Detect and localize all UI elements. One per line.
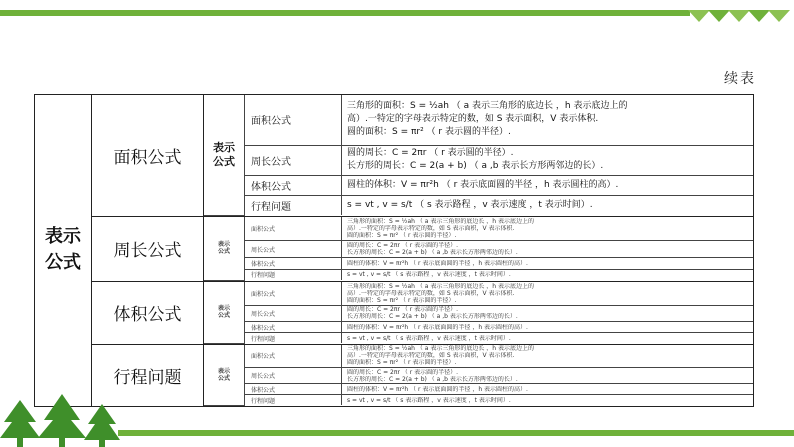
formula-content [342,322,754,333]
nested-category-label-line: 公式 [217,312,230,319]
formula-content [342,384,754,395]
nested-category-label [204,217,245,281]
main-category-label-line: 表示 [45,226,81,248]
subcategory-label: 行程问题 [92,344,204,406]
formula-content [342,175,754,195]
formula-content [342,241,754,258]
formula-name: 行程问题 [245,395,342,405]
formula-line: 高）.一特定的字母表示特定的数，如 S 表示面积，V 表示体积. [347,224,515,232]
nested-table-row [204,217,753,241]
table-row [35,95,754,217]
formula-content [342,145,754,175]
nested-category-label-line: 公式 [213,154,235,168]
nested-formula-table-cell [204,344,754,406]
nested-formula-table [204,217,753,281]
subcategory-label: 周长公式 [92,216,204,281]
formula-line: s = vt , v = s/t （ s 表示路程 ，v 表示速度 ，t 表示时间）. [347,271,511,279]
formula-content [342,269,754,280]
main-category-label-line: 公式 [45,252,81,274]
formula-content [342,305,754,321]
formula-name: 行程问题 [245,195,342,215]
formula-line: 圆的周长：C = 2πr （ r 表示圆的半径）. [347,148,514,158]
formula-line: 圆柱的体积：V = πr²h （ r 表示底面圆的半径 ，h 表示圆柱的高）. [347,385,528,393]
nested-table-row [204,395,753,405]
formula-name: 周长公式 [245,368,342,384]
nested-category-label-line: 表示 [217,367,230,375]
nested-table-row [204,258,753,269]
formula-name: 行程问题 [245,333,342,343]
formula-line: 圆的面积：S = πr² （ r 表示圆的半径）. [347,359,457,367]
nested-table-row [204,368,753,384]
nested-formula-table [204,282,753,344]
formula-name: 体积公式 [245,258,342,269]
nested-formula-table-cell [204,95,754,217]
formula-content [342,333,754,343]
formula-name: 面积公式 [245,217,342,241]
nested-category-label-line: 表示 [213,140,235,154]
nested-formula-table-cell [204,216,754,281]
formula-name: 周长公式 [245,305,342,321]
nested-category-label [204,95,245,215]
formula-line: 圆柱的体积：V = πr²h （ r 表示底面圆的半径 ，h 表示圆柱的高）. [347,260,528,268]
formula-line: 圆的面积：S = πr² （ r 表示圆的半径）. [347,127,511,138]
formula-name: 面积公式 [245,282,342,306]
nested-table-row [204,175,753,195]
formula-line: 高）.一特定的字母表示特定的数，如 S 表示面积，V 表示体积. [347,352,515,360]
formula-line: 高）.一特定的字母表示特定的数，如 S 表示面积，V 表示体积. [347,114,599,125]
pine-trees-icon [0,392,130,447]
nested-category-label-line: 公式 [217,374,230,382]
triangle-bunting-icon [688,0,794,24]
nested-table-row [204,95,753,145]
nested-table-row [204,195,753,215]
formula-line: s = vt , v = s/t （ s 表示路程 ，v 表示速度 ，t 表示时间）. [347,334,511,342]
nested-formula-table-cell [204,281,754,344]
main-category-label [35,95,92,407]
formula-line: 三角形的面积：S = ½ah （ a 表示三角形的底边长 ，h 表示底边上的 [347,217,534,225]
nested-category-label-line: 公式 [217,248,230,255]
formula-content [342,95,754,145]
formula-content [342,368,754,384]
formula-line: 三角形的面积：S = ½ah （ a 表示三角形的底边长 ，h 表示底边上的 [347,282,534,290]
subcategory-label: 体积公式 [92,281,204,344]
formula-line: 圆的面积：S = πr² （ r 表示圆的半径）. [347,231,457,239]
formula-table [34,94,754,407]
formula-line: 长方形的周长：C = 2(a + b) （ a ,b 表示长方形两邻边的长）. [347,313,518,321]
continued-label: 续表 [724,71,756,87]
formula-name: 面积公式 [245,345,342,368]
formula-content [342,258,754,269]
nested-category-label [204,282,245,344]
formula-line: 圆的周长：C = 2πr （ r 表示圆的半径）. [347,306,459,314]
bottom-accent-bar [118,430,794,436]
nested-table-row [204,241,753,258]
formula-name: 面积公式 [245,95,342,145]
formula-line: 圆柱的体积：V = πr²h （ r 表示底面圆的半径 ，h 表示圆柱的高）. [347,323,528,331]
formula-content [342,217,754,241]
formula-line: 三角形的面积：S = ½ah （ a 表示三角形的底边长 ，h 表示底边上的 [347,345,534,353]
subcategory-label: 面积公式 [92,95,204,217]
nested-table-row [204,269,753,280]
nested-table-row [204,145,753,175]
formula-line: s = vt , v = s/t （ s 表示路程 ，v 表示速度 ，t 表示时间）. [347,396,511,404]
formula-content [342,282,754,306]
formula-line: s = vt , v = s/t （ s 表示路程 ，v 表示速度 ，t 表示时间）. [347,199,593,210]
formula-name: 体积公式 [245,175,342,195]
nested-category-label-line: 表示 [217,241,230,248]
table-row [35,216,754,281]
formula-content [342,395,754,405]
formula-line: 长方形的周长：C = 2(a + b) （ a ,b 表示长方形两邻边的长）. [347,161,604,171]
nested-table-row [204,333,753,343]
formula-line: 圆柱的体积：V = πr²h （ r 表示底面圆的半径 ，h 表示圆柱的高）. [347,179,619,190]
formula-name: 体积公式 [245,322,342,333]
nested-formula-table [204,95,753,216]
nested-table-row [204,282,753,306]
formula-line: 高）.一特定的字母表示特定的数，如 S 表示面积，V 表示体积. [347,289,515,297]
nested-formula-table [204,345,753,406]
formula-line: 长方形的周长：C = 2(a + b) （ a ,b 表示长方形两邻边的长）. [347,375,518,383]
nested-table-row [204,305,753,321]
formula-line: 三角形的面积：S = ½ah （ a 表示三角形的底边长 ，h 表示底边上的 [347,101,628,112]
formula-line: 长方形的周长：C = 2(a + b) （ a ,b 表示长方形两邻边的长）. [347,249,518,257]
nested-table-row [204,322,753,333]
formula-content [342,345,754,368]
formula-line: 圆的周长：C = 2πr （ r 表示圆的半径）. [347,242,459,250]
top-accent-bar [0,10,690,16]
nested-category-label [204,345,245,406]
formula-name: 周长公式 [245,145,342,175]
nested-table-row [204,345,753,368]
nested-category-label-line: 表示 [217,305,230,312]
formula-line: 圆的周长：C = 2πr （ r 表示圆的半径）. [347,368,459,376]
formula-name: 体积公式 [245,384,342,395]
formula-content [342,195,754,215]
nested-table-row [204,384,753,395]
table-row [35,344,754,406]
formula-name: 周长公式 [245,241,342,258]
table-row [35,281,754,344]
formula-line: 圆的面积：S = πr² （ r 表示圆的半径）. [347,296,457,304]
formula-name: 行程问题 [245,269,342,280]
